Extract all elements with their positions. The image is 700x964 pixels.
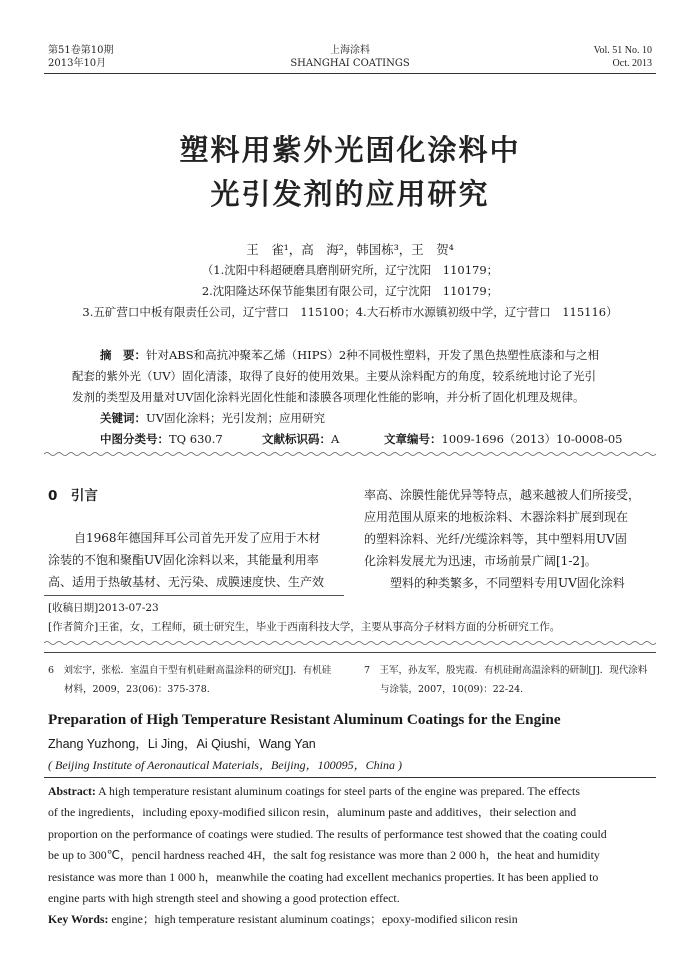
reference-line: 6 刘宏宇，张松．室温自干型有机硅耐高温涂料的研究[J]．有机硅: [48, 665, 332, 676]
english-abstract-label: Abstract:: [48, 784, 96, 798]
reference-7: [364, 661, 664, 699]
keywords-label: 关键词：: [100, 411, 146, 425]
english-abstract-line: be up to 300℃，pencil hardness reached 4H，the salt fog resistance was more than 2 000 h，the heat and humidity: [48, 848, 600, 863]
title-line-1: 塑料用紫外光固化涂料中: [179, 133, 521, 167]
english-abstract-line: engine parts with high strength steel and showing a good protection effect.: [48, 891, 400, 906]
abstract-line: 针对ABS和高抗冲聚苯乙烯（HIPS）2种不同极性塑料，开发了黑色热塑性底漆和与之相: [146, 348, 600, 362]
intro-line: 高、适用于热敏基材、无污染、成膜速度快、生产效: [48, 575, 325, 589]
doc-code: A: [331, 432, 340, 446]
english-abstract-line: proportion on the performance of coatings were studied. The results of performance test showed that the coating could: [48, 826, 607, 841]
journal-name-cn: 上海涂料: [330, 45, 370, 56]
affiliation-2: 2.沈阳隆达环保节能集团有限公司，辽宁沈阳 110179；: [201, 284, 499, 298]
journal-name: [250, 44, 450, 70]
section-heading: 0 引言: [48, 488, 98, 504]
clc-number: TQ 630.7: [169, 432, 223, 446]
references-rule: [44, 652, 656, 653]
article-no: 1009-1696（2013）10-0008-05: [441, 432, 623, 446]
abstract-divider: [44, 451, 656, 457]
affiliation-1: （1.沈阳中科超硬磨具磨削研究所，辽宁沈阳 110179；: [201, 263, 499, 277]
english-abstract-line: resistance was more than 1 000 h，meanwhile the coating had excellent mechanics properties. It has been applied to: [48, 869, 599, 884]
english-abstract-line: of the ingredients，including epoxy-modified silicon resin，aluminum paste and additives，their selection and: [48, 805, 577, 820]
received-date: [收稿日期]2013-07-23: [48, 602, 159, 614]
abstract-line: 配套的紫外光（UV）固化清漆，取得了良好的使用效果。主要从涂料配方的角度，较系统地讨论了光引: [72, 369, 596, 383]
author-bio: [作者简介]王雀，女，工程师，硕士研究生，毕业于西南科技大学，主要从事高分子材料方面的分析研究工作。: [48, 621, 561, 633]
title-line-2: 光引发剂的应用研究: [210, 177, 490, 211]
header-rule: [44, 73, 656, 74]
footnotes: [48, 599, 560, 637]
intro-left-column: [48, 527, 346, 593]
english-rule: [44, 777, 656, 778]
english-title: Preparation of High Temperature Resistant Aluminum Coatings for the Engine: [48, 711, 561, 728]
reference-6: [48, 661, 348, 699]
keywords: UV固化涂料；光引发剂；应用研究: [146, 411, 325, 425]
journal-name-en: SHANGHAI COATINGS: [290, 58, 410, 69]
affiliation-3: 3.五矿营口中板有限责任公司，辽宁营口 115100；4.大石桥市水源镇初级中学，辽宁营口 115116）: [82, 305, 618, 319]
abstract-line: 发剂的类型及用量对UV固化涂料光固化性能和漆膜各项理化性能的影响，并分析了固化机理及规律。: [72, 390, 585, 404]
article-divider: [44, 640, 656, 646]
intro-line: 的塑料涂料、光纤/光缆涂料等，其中塑料用UV固: [364, 532, 627, 546]
issue-info: [48, 44, 113, 70]
issue-date-en: Oct. 2013: [612, 58, 652, 69]
doc-code-label: 文献标识码：: [262, 432, 331, 446]
intro-line: 化涂料发展尤为迅速，市场前景广阔[1-2]。: [364, 554, 597, 568]
abstract-cn: [72, 345, 642, 450]
reference-line: 材料，2009，23(06)：375-378.: [64, 684, 210, 695]
issue-volume: 第51卷第10期: [48, 45, 114, 56]
intro-line: 自1968年德国拜耳公司首先开发了应用于木材: [74, 531, 321, 545]
english-abstract-line: A high temperature resistant aluminum coatings for steel parts of the engine was prepared. The effects: [98, 784, 580, 798]
issue-date: 2013年10月: [48, 58, 107, 69]
authors: 王 雀¹，高 海²，韩国栋³，王 贺⁴: [246, 242, 454, 257]
english-keywords-label: Key Words:: [48, 912, 109, 927]
issue-info-en: [594, 44, 652, 70]
english-authors: Zhang Yuzhong，Li Jing，Ai Qiushi，Wang Yan: [48, 737, 316, 751]
intro-right-column: [364, 484, 656, 594]
english-affiliation: ( Beijing Institute of Aeronautical Materials，Beijing，100095，China ): [48, 758, 402, 772]
footnote-rule: [44, 595, 344, 596]
intro-line: 率高、涂膜性能优异等特点，越来越被人们所接受，: [364, 488, 641, 502]
abstract-label: 摘 要：: [100, 348, 146, 362]
english-keywords: engine；high temperature resistant aluminum coatings；epoxy-modified silicon resin: [111, 912, 518, 927]
intro-line: 应用范围从原来的地板涂料、木器涂料扩展到现在: [364, 510, 629, 524]
intro-line: 涂装的不饱和聚酯UV固化涂料以来，其能量利用率: [48, 553, 319, 567]
reference-line: 7 王军，孙友军，殷宪霞．有机硅耐高温涂料的研制[J]．现代涂料: [364, 665, 648, 676]
issue-volume-en: Vol. 51 No. 10: [593, 45, 652, 56]
intro-line: 塑料的种类繁多，不同塑料专用UV固化涂料: [390, 576, 625, 590]
reference-line: 与涂装，2007，10(09)：22-24.: [380, 684, 524, 695]
clc-label: 中图分类号：: [100, 432, 169, 446]
article-no-label: 文章编号：: [384, 432, 442, 446]
english-abstract: [48, 781, 658, 931]
